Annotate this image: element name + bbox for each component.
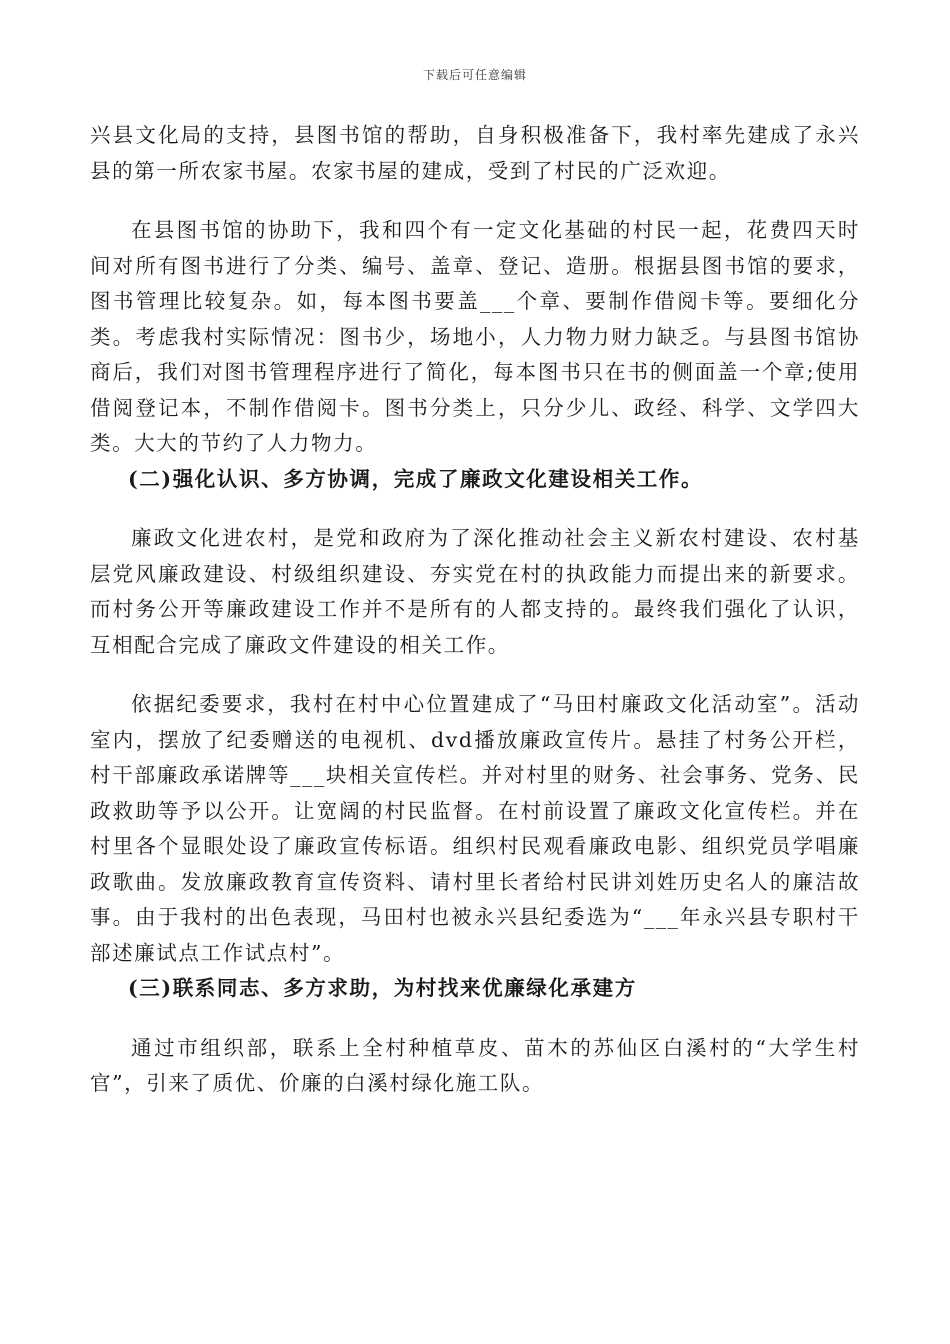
paragraph-library-cataloging: 在县图书馆的协助下，我和四个有一定文化基础的村民一起，花费四天时间对所有图书进行了分类、编号、盖章、登记、造册。根据县图书馆的要求，图书管理比较复杂。如，每本图书要盖___个章、要制作借阅卡等。要细化分类。考虑我村实际情况：图书少，场地小，人力物力财力缺乏。与县图书馆协商后，我们对图书管理程序进行了简化，每本图书只在书的侧面盖一个章;使用借阅登记本，不制作借阅卡。图书分类上，只分少儿、政经、科学、文学四大类。大大的节约了人力物力。 [90, 218, 860, 455]
header-note: 下载后可任意编辑 [422, 68, 527, 82]
paragraph-continuation: 兴县文化局的支持，县图书馆的帮助，自身积极准备下，我村率先建成了永兴县的第一所农家书屋。农家书屋的建成，受到了村民的广泛欢迎。 [90, 123, 860, 183]
document-body [90, 118, 860, 1102]
section-heading-2: (二)强化认识、多方协调，完成了廉政文化建设相关工作。 [128, 466, 704, 491]
paragraph-greening-contractor: 通过市组织部，联系上全村种植草皮、苗木的苏仙区白溪村的“大学生村官”，引来了质优、价廉的白溪村绿化施工队。 [90, 1035, 860, 1095]
section-heading-3: (三)联系同志、多方求助，为村找来优廉绿化承建方 [128, 976, 637, 1000]
paragraph-activity-room: 依据纪委要求，我村在村中心位置建成了“马田村廉政文化活动室”。活动室内，摆放了纪委赠送的电视机、dvd播放廉政宣传片。悬挂了村务公开栏，村干部廉政承诺牌等___块相关宣传栏。并对村里的财务、社会事务、党务、民政救助等予以公开。让宽阔的村民监督。在村前设置了廉政文化宣传栏。并在村里各个显眼处设了廉政宣传标语。组织村民观看廉政电影、组织党员学唱廉政歌曲。发放廉政教育宣传资料、请村里长者给村民讲刘姓历史名人的廉洁故事。由于我村的出色表现，马田村也被永兴县纪委选为“___年永兴县专职村干部述廉试点工作试点村”。 [90, 692, 860, 965]
paragraph-integrity-culture: 廉政文化进农村，是党和政府为了深化推动社会主义新农村建设、农村基层党风廉政建设、村级组织建设、夯实党在村的执政能力而提出来的新要求。而村务公开等廉政建设工作并不是所有的人都支持的。最终我们强化了认识，互相配合完成了廉政文件建设的相关工作。 [90, 526, 860, 657]
